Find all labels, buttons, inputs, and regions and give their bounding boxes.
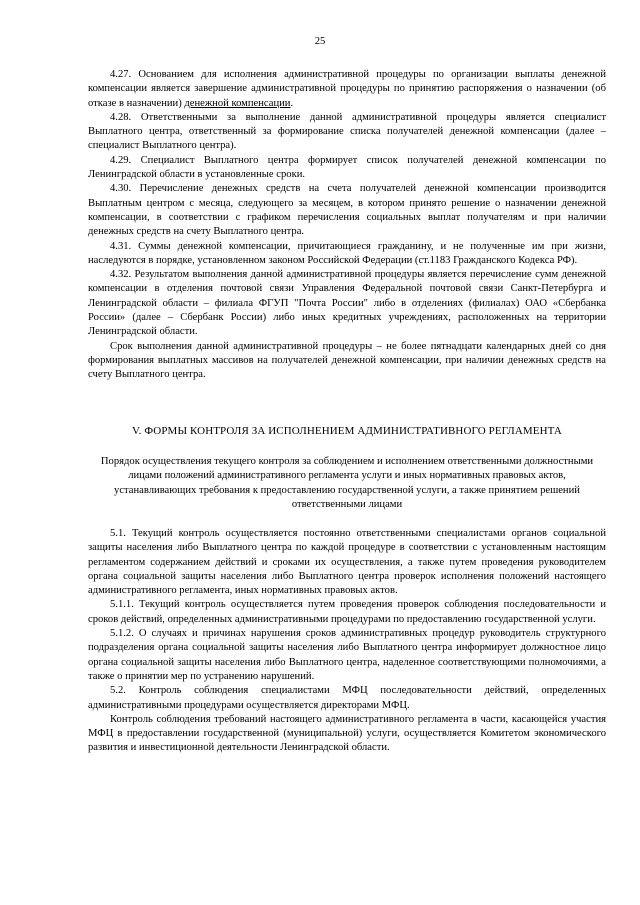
paragraph-5-1-1: 5.1.1. Текущий контроль осуществляется путем проведения проверок соблюдения последовательности и сроков действий, определенных административными процедурами по предоставлению государственной услуги.	[88, 599, 606, 625]
paragraph-4-28: 4.28. Ответственными за выполнение данной административной процедуры является специалист Выплатного центра, ответственный за формирование списка получателей денежной компенсации (далее – специалист Выплатного центра).	[88, 111, 606, 152]
paragraph-5-2: 5.2. Контроль соблюдения специалистами МФЦ последовательности действий, определенных административными процедурами осуществляется директорами МФЦ.	[88, 685, 606, 711]
underlined-term: денежной компенсации	[184, 97, 291, 109]
paragraph-5-1: 5.1. Текущий контроль осуществляется постоянно ответственными специалистами органов социальной защиты населения либо Выплатного центра по каждой процедуре в соответствии с установленным настоящим регламентом содержанием действий и сроками их осуществления, а также путем проведения руководителем органа социальной защиты населения либо Выплатного центра проверок исполнения положений настоящего административного регламента, иных нормативных правовых актов.	[88, 528, 606, 597]
section-4-paragraphs	[88, 68, 606, 383]
paragraph-4-32: 4.32. Результатом выполнения данной административной процедуры является перечисление сумм денежной компенсации в отделения почтовой связи Управления Федеральной почтовой связи Санкт-Петербурга и Ленинградской области – филиала ФГУП "Почта России" либо в отделениях (филиалах) ОАО «Сбербанка России» (далее – Сбербанк России) либо иных кредитных учреждениях, расположенных на территории Ленинградской области.	[88, 269, 606, 338]
subheading	[88, 455, 606, 512]
paragraph-4-29: 4.29. Специалист Выплатного центра формирует список получателей денежной компенсации по Ленинградской области в установленные сроки.	[88, 154, 606, 181]
paragraph-4-27-end: .	[290, 97, 294, 109]
paragraph-4-27-text: 4.27. Основанием для исполнения административной процедуры по организации выплаты денежной компенсации является завершение административной процедуры по принятию распоряжения о назначении (об отказе в назначении)	[88, 69, 606, 109]
paragraph-control-mfc: Контроль соблюдения требований настоящего административного регламента в части, касающейся участия МФЦ в предоставлении государственной (муниципальной) услуги, осуществляется Комитетом экономического развития и инвестиционной деятельности Ленинградской области.	[88, 713, 606, 754]
paragraph-4-30: 4.30. Перечисление денежных средств на счета получателей денежной компенсации производится Выплатным центром с месяца, следующего за месяцем, в котором принято решение о назначении денежной компенсации, в соответствии с графиком перечисления социальных выплат получателям и при наличии денежных средств на счету Выплатного центра.	[88, 183, 606, 238]
paragraph-4-27	[88, 68, 606, 111]
paragraph-4-31: 4.31. Суммы денежной компенсации, причитающиеся гражданину, и не полученные им при жизни, наследуются в порядке, установленном законом Российской Федерации (ст.1183 Гражданского Кодекса РФ).	[88, 240, 606, 266]
section-5-paragraphs	[88, 527, 606, 756]
paragraph-5-1-2: 5.1.2. О случаях и причинах нарушения сроков административных процедур руководитель структурного подразделения органа социальной защиты населения либо Выплатного центра информирует должностное лицо органа социальной защиты населения либо Выплатного центра, наделенное соответствующими полномочиями, а также о принятии мер по устранению нарушений.	[88, 628, 606, 682]
paragraph-term: Срок выполнения данной административной процедуры – не более пятнадцати календарных дней со дня формирования выплатных массивов на получателей денежной компенсации, при наличии денежных средств на счету Выплатного центра.	[88, 340, 606, 381]
section-heading: V. ФОРМЫ КОНТРОЛЯ ЗА ИСПОЛНЕНИЕМ АДМИНИСТРАТИВНОГО РЕГЛАМЕНТА	[132, 425, 562, 437]
subheading-text: Порядок осуществления текущего контроля за соблюдением и исполнением ответственными должностными лицами положений административного регламента услуги и иных нормативных правовых актов, устанавливающих требования к предоставлению государственной услуги, а также принятием решений ответственными лицами	[100, 456, 594, 510]
page-number: 25	[314, 36, 326, 47]
